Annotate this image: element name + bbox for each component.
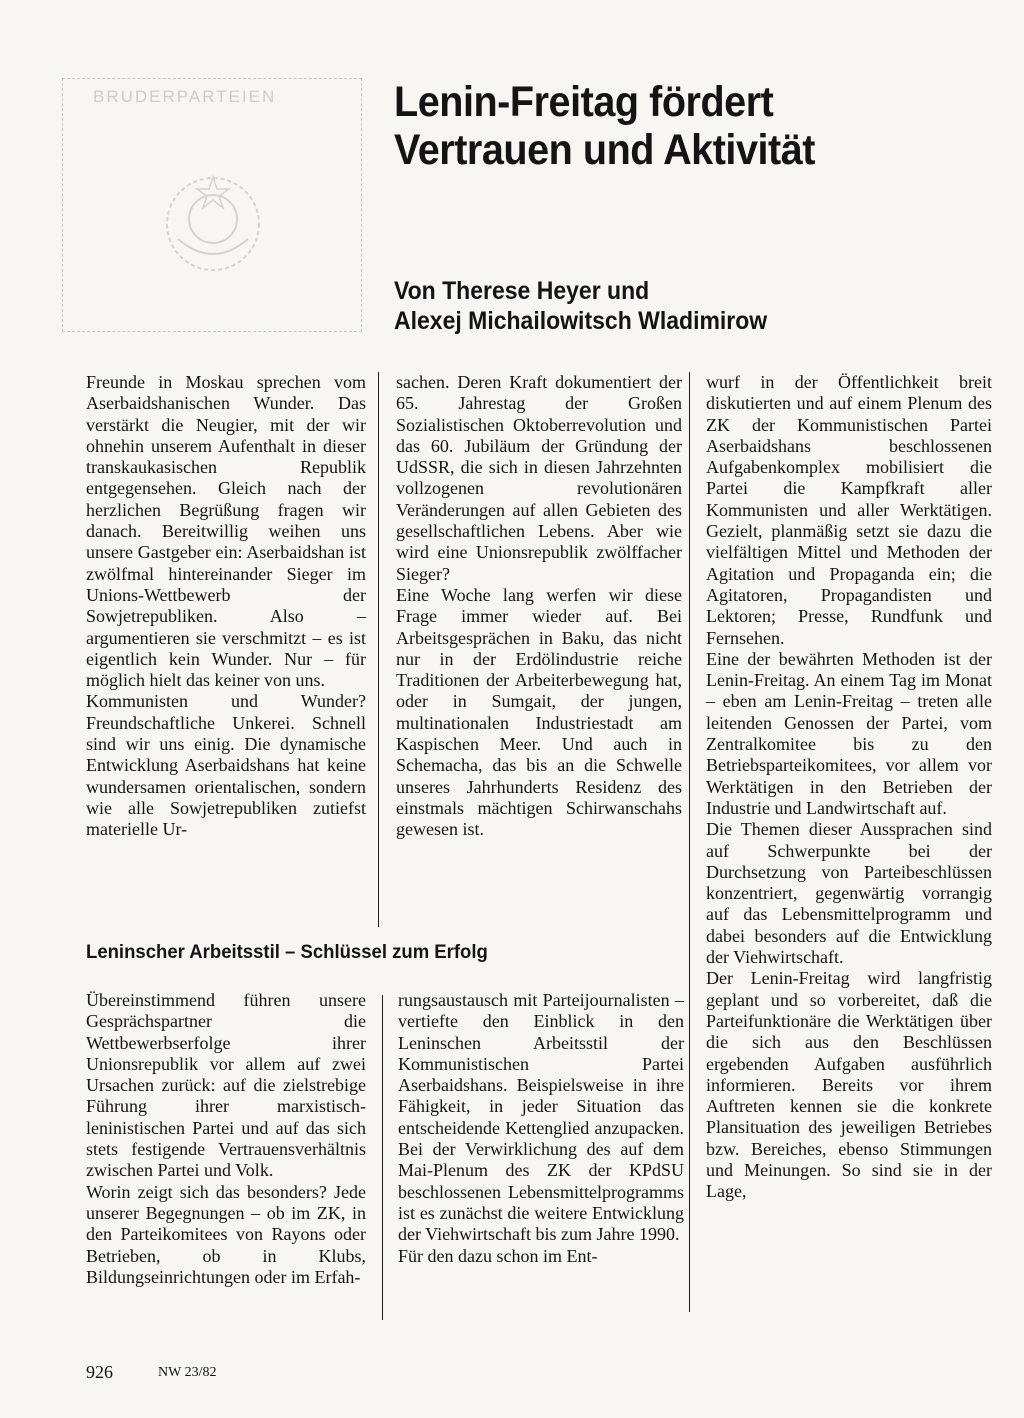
column-3	[706, 372, 992, 1203]
column-rule	[378, 372, 379, 927]
byline-line-2: Alexej Michailowitsch Wladimirow	[394, 307, 768, 335]
paragraph: Eine Woche lang werfen wir diese Frage immer wieder auf. Bei Arbeitsgesprächen in Baku, das nicht nur in der Erdölindustrie reiche Traditionen der Arbeiterbewegung hat, oder in Sumgait, der jungen, multinationalen Industriestadt am Kaspischen Meer. Und auch in Schemacha, das bis an die Schwelle unseres Jahrhunderts Residenz des einstmals mächtigen Schirwanschahs gewesen ist.	[396, 584, 682, 840]
paragraph: Die Themen dieser Aussprachen sind auf Schwerpunkte bei der Durchsetzung von Parteibeschlüssen konzentriert, gegenwärtig vorrangig auf das Lebensmittelprogramm und dabei besonders auf die Entwicklung der Viehwirtschaft.	[706, 819, 992, 968]
column-rule	[689, 372, 690, 1312]
headline	[394, 78, 946, 174]
paragraph: Kommunisten und Wunder? Freundschaftliche Unkerei. Schnell sind wir uns einig. Die dynamische Entwicklung Aserbaidshans hat keine wundersamen orientalischen, sondern wie alle Sowjetrepubliken zutiefst materielle Ur-	[86, 691, 366, 840]
headline-line-1: Lenin-Freitag fördert	[394, 78, 774, 126]
paragraph: Übereinstimmend führen unsere Gesprächspartner die Wettbewerbserfolge ihrer Unionsrepublik vor allem auf zwei Ursachen zurück: auf die zielstrebige Führung ihrer marxistisch-leninistischen Partei und auf das sich stets festigende Vertrauensverhältnis zwischen Partei und Volk.	[86, 990, 366, 1181]
column-1	[86, 372, 366, 841]
stamp-label: BRUDERPARTEIEN	[93, 87, 277, 106]
paragraph: sachen. Deren Kraft dokumentiert der 65. Jahrestag der Großen Sozialistischen Oktoberrevolution und das 60. Jubiläum der Gründung der UdSSR, die sich in diesen Jahrzehnten vollzogenen revolutionären Veränderungen auf allen Gebieten des gesellschaftlichen Lebens. Aber wie wird eine Unionsrepublik zwölffacher Sieger?	[396, 372, 682, 584]
paragraph: Für den dazu schon im Ent-	[398, 1245, 598, 1266]
headline-line-2: Vertrauen und Aktivität	[394, 126, 816, 174]
paragraph: rungsaustausch mit Parteijournalisten – vertiefte den Einblick in den Leninschen Arbeitsstil der Kommunistischen Partei Aserbaidshans. Beispielsweise in ihre Fähigkeit, in jeder Situation das entscheidende Kettenglied anzupacken. Bei der Verwirklichung des auf dem Mai-Plenum des ZK der KPdSU beschlossenen Lebensmittelprogramms ist es zunächst die weitere Entwicklung der Viehwirtschaft bis zum Jahre 1990.	[398, 990, 684, 1245]
state-emblem-icon	[158, 169, 268, 279]
section-subhead: Leninscher Arbeitsstil – Schlüssel zum Erfolg	[86, 941, 488, 963]
byline-line-1: Von Therese Heyer und	[394, 277, 650, 305]
column-5	[398, 990, 684, 1267]
paragraph: Der Lenin-Freitag wird langfristig geplant und so vorbereitet, daß die Parteifunktionäre die Werktätigen über die sich aus den Beschlüssen ergebenden Aufgaben ausführlich informieren. Bereits vor ihrem Auftreten kennen sie die konkrete Plansituation des jeweiligen Betriebes bzw. Bereiches, ebenso Stimmungen und Meinungen. So sind sie in der Lage,	[706, 968, 992, 1202]
paragraph: Freunde in Moskau sprechen vom Aserbaidshanischen Wunder. Das verstärkt die Neugier, mit der wir ohnehin unserem Aufenthalt in dieser transkaukasischen Republik entgegensehen. Gleich nach der herzlichen Begrüßung fragen wir danach. Bereitwillig weihen uns unsere Gastgeber ein: Aserbaidshan ist zwölfmal hintereinander Sieger im Unions-Wettbewerb der Sowjetrepubliken. Also – argumentieren sie verschmitzt – es ist eigentlich kein Wunder. Nur – für möglich hielt das keiner von uns.	[86, 372, 366, 691]
column-2	[396, 372, 682, 841]
paragraph: Worin zeigt sich das besonders? Jede unserer Begegnungen – ob im ZK, in den Parteikomitees von Rayons oder Betrieben, ob in Klubs, Bildungseinrichtungen oder im Erfah-	[86, 1181, 366, 1287]
column-rule	[382, 995, 383, 1320]
paragraph: wurf in der Öffentlichkeit breit diskutierten und auf einem Plenum des ZK der Kommunistischen Partei Aserbaidshans beschlossenen Aufgabenkomplex mobilisiert die Partei die Kampfkraft aller Kommunisten und aller Werktätigen. Gezielt, planmäßig setzt sie dazu die vielfältigen Mittel und Methoden der Agitation und Propaganda ein; die Agitatoren, Propagandisten und Lektoren; Presse, Rundfunk und Fernsehen.	[706, 372, 992, 648]
paragraph: Eine der bewährten Methoden ist der Lenin-Freitag. An einem Tag im Monat – eben am Lenin-Freitag – treten alle leitenden Genossen der Partei, vom Zentralkomitee bis zu den Betriebsparteikomitees, vor allem vor Werktätigen in den Betrieben der Industrie und Landwirtschaft auf.	[706, 648, 992, 818]
column-4	[86, 990, 366, 1288]
archive-stamp	[62, 78, 362, 332]
issue-label: NW 23/82	[158, 1365, 217, 1380]
byline	[394, 276, 946, 336]
page-number: 926	[86, 1362, 113, 1382]
